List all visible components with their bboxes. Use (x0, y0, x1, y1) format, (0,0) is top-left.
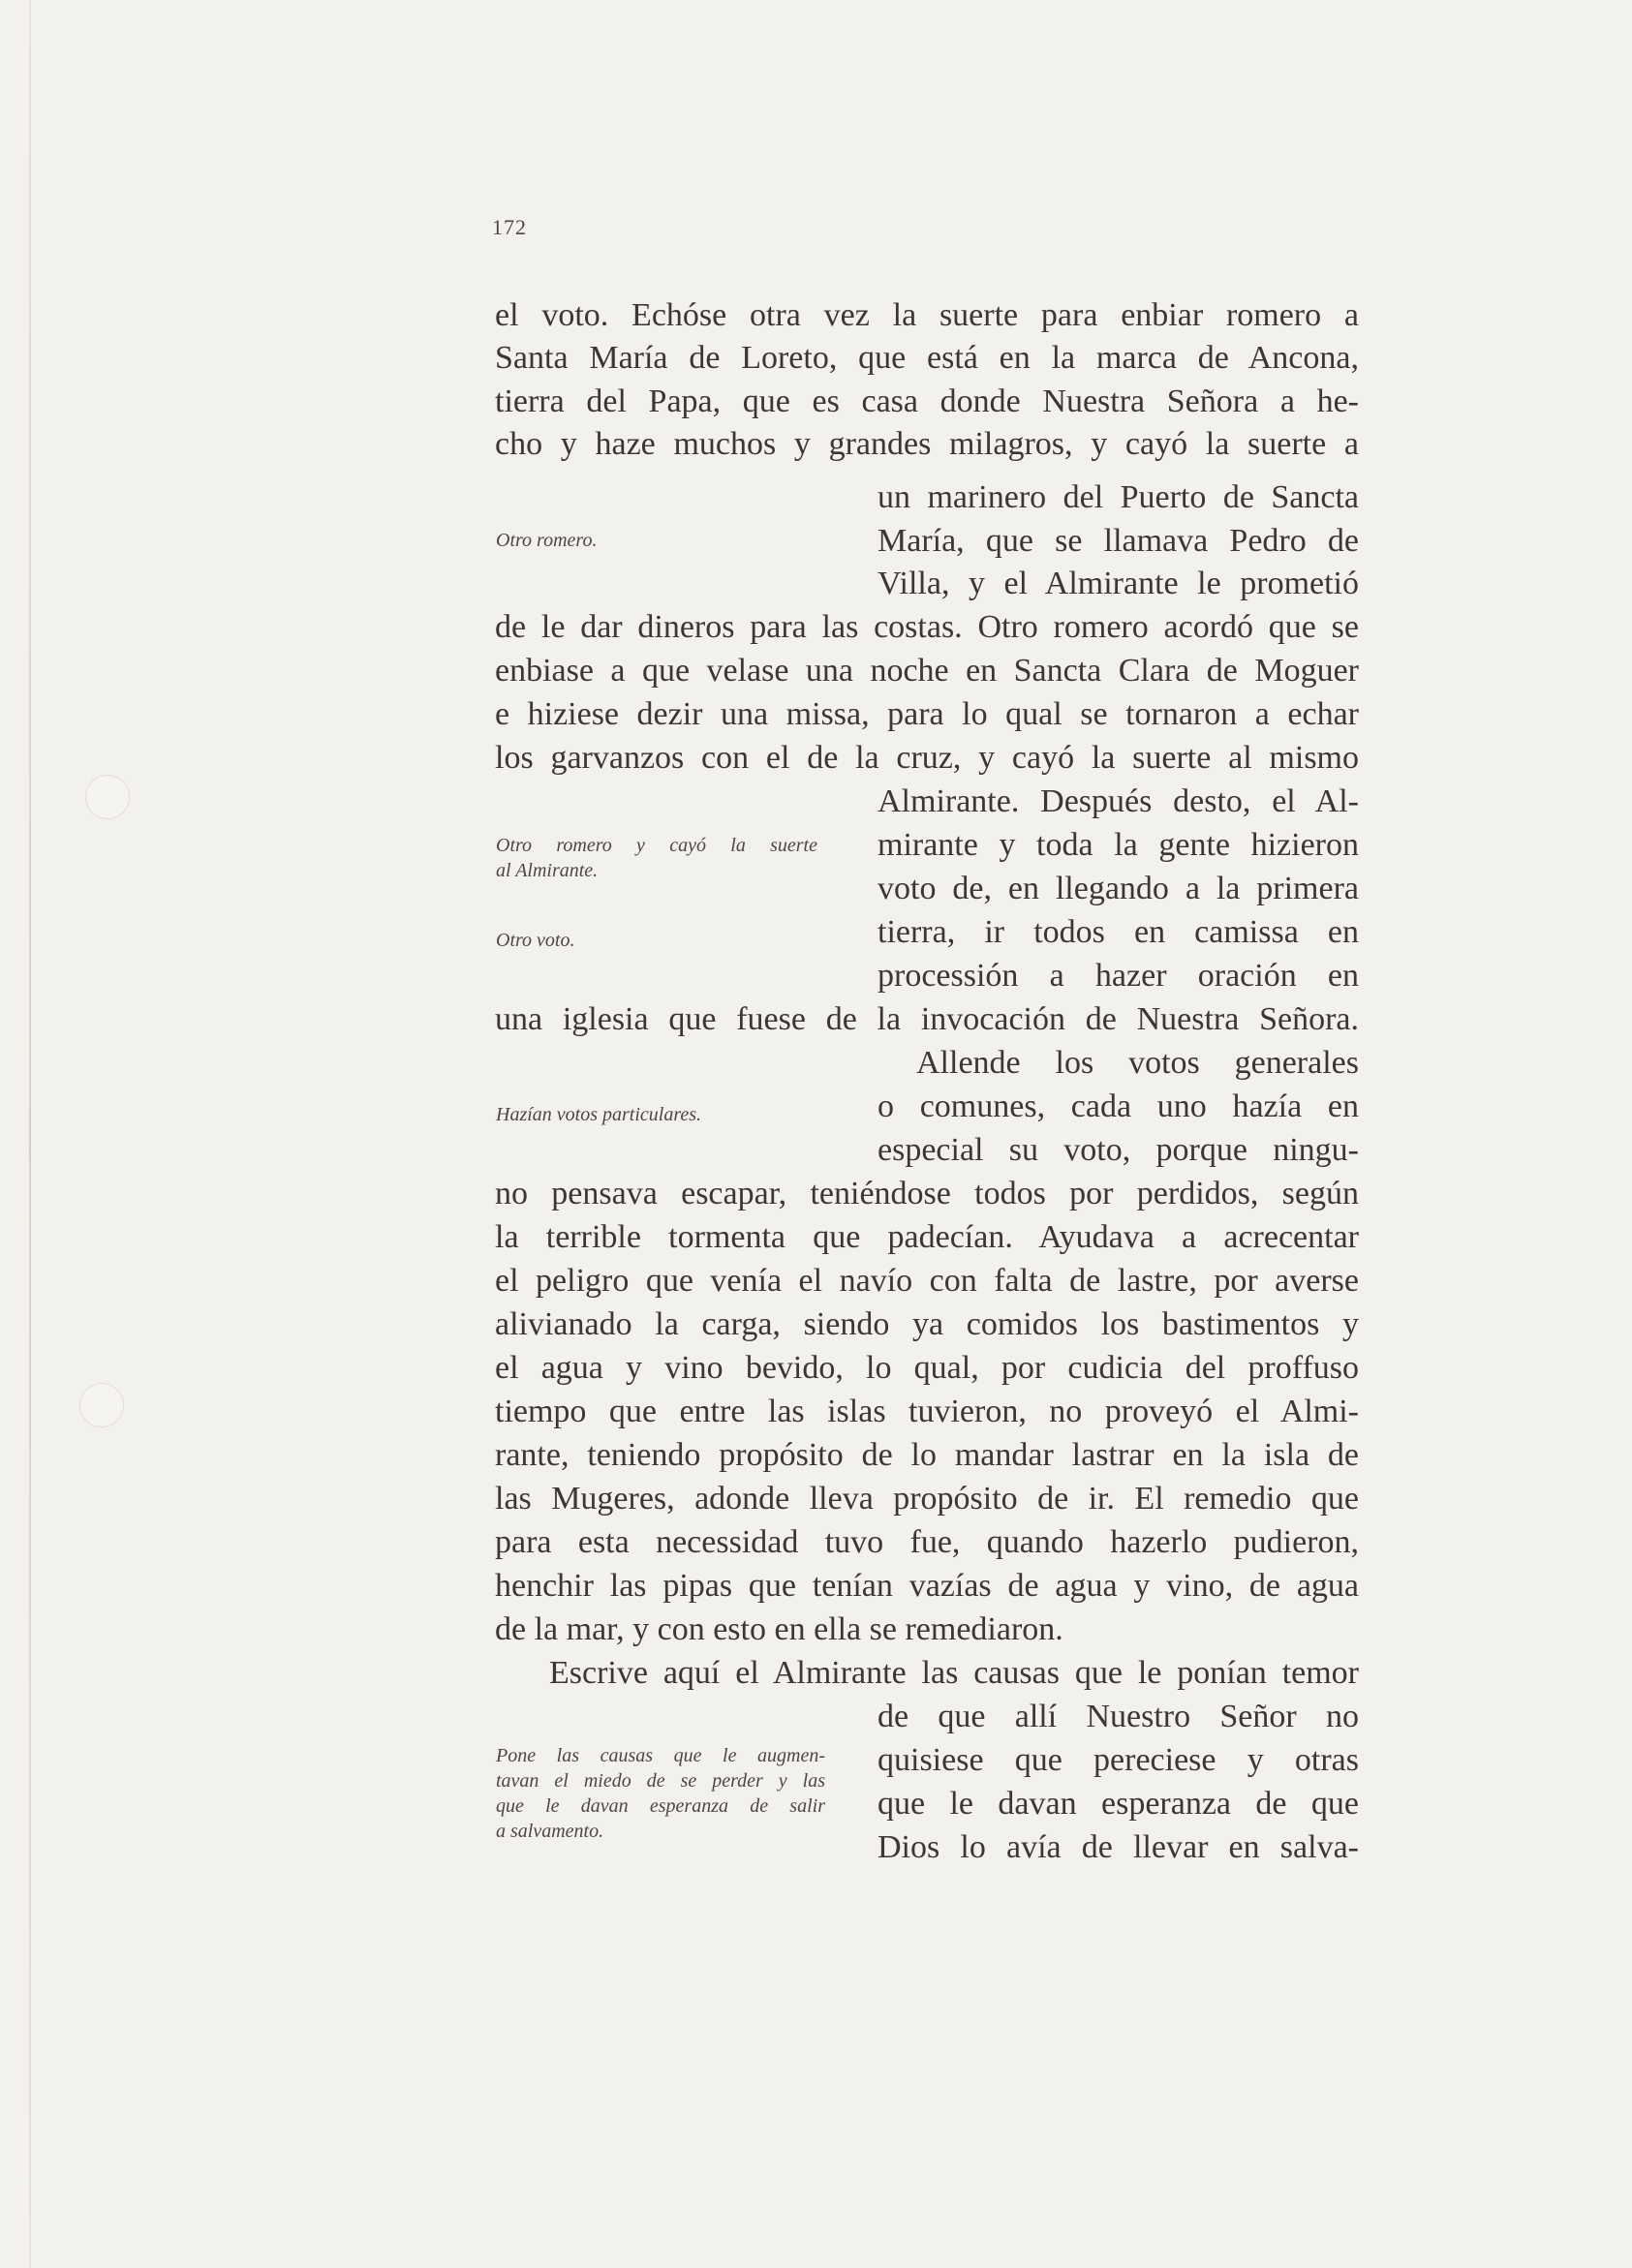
body-line: el peligro que venía el navío con falta de lastre, por averse (495, 1263, 1359, 1299)
page-number: 172 (492, 215, 527, 239)
body-line: alivianado la carga, siendo ya comidos los bastimentos y (495, 1306, 1359, 1342)
marginal-note-line: tavan el miedo de se perder y las (496, 1770, 825, 1792)
marginal-note-line: Hazían votos particulares. (496, 1104, 702, 1125)
body-line: el agua y vino bevido, lo qual, por cudicia del proffuso (495, 1350, 1359, 1386)
body-line: la terrible tormenta que padecían. Ayudava a acrecentar (495, 1219, 1359, 1255)
body-line: una iglesia que fuese de la invocación de Nuestra Señora. (495, 1001, 1359, 1037)
body-line: cho y haze muchos y grandes milagros, y cayó la suerte a (495, 426, 1359, 462)
punch-hole-upper (85, 775, 130, 819)
marginal-note-line: Pone las causas que le augmen- (496, 1745, 825, 1766)
body-line: no pensava escapar, teniéndose todos por perdidos, según (495, 1176, 1359, 1211)
body-line: voto de, en llegando a la primera (878, 871, 1359, 906)
marginal-note (496, 1102, 701, 1127)
body-line: mirante y toda la gente hizieron (878, 827, 1359, 863)
body-line: de que allí Nuestro Señor no (878, 1699, 1359, 1734)
body-line: un marinero del Puerto de Sancta (878, 479, 1359, 515)
body-line: e hiziese dezir una missa, para lo qual se tornaron a echar (495, 696, 1359, 732)
body-line: Dios lo avía de llevar en salva- (878, 1829, 1359, 1865)
marginal-note-line: que le davan esperanza de salir (496, 1795, 825, 1817)
body-line: o comunes, cada uno hazía en (878, 1088, 1359, 1124)
marginal-note (496, 1743, 825, 1844)
body-line: que le davan esperanza de que (878, 1786, 1359, 1822)
marginal-note-line: Otro romero y cayó la suerte (496, 835, 817, 856)
body-line: Almirante. Después desto, el Al- (878, 783, 1359, 819)
marginal-note-line: Otro voto. (496, 930, 575, 951)
body-line: Santa María de Loreto, que está en la marca de Ancona, (495, 340, 1359, 376)
body-line: especial su voto, porque ningu- (878, 1132, 1359, 1168)
marginal-note-line: a salvamento. (496, 1821, 604, 1842)
body-line: Escrive aquí el Almirante las causas que le ponían temor (549, 1655, 1359, 1691)
body-line: rante, teniendo propósito de lo mandar lastrar en la isla de (495, 1437, 1359, 1473)
body-line: el voto. Echóse otra vez la suerte para enbiar romero a (495, 297, 1359, 333)
body-line: processión a hazer oración en (878, 958, 1359, 994)
body-line: para esta necessidad tuvo fue, quando hazerlo pudieron, (495, 1524, 1359, 1560)
body-line: Villa, y el Almirante le prometió (878, 566, 1359, 601)
marginal-note (496, 833, 817, 883)
body-line: quisiese que pereciese y otras (878, 1742, 1359, 1778)
body-line: enbiase a que velase una noche en Sancta Clara de Moguer (495, 653, 1359, 689)
body-line: María, que se llamava Pedro de (878, 523, 1359, 559)
marginal-note (496, 928, 574, 953)
body-line: henchir las pipas que tenían vazías de agua y vino, de agua (495, 1568, 1359, 1604)
body-line: Allende los votos generales (916, 1045, 1359, 1081)
marginal-note-line: Otro romero. (496, 530, 598, 551)
body-line: tierra del Papa, que es casa donde Nuestra Señora a he- (495, 383, 1359, 419)
punch-hole-lower (79, 1383, 124, 1427)
body-line: de la mar, y con esto en ella se remediaron. (495, 1611, 1063, 1647)
body-line: de le dar dineros para las costas. Otro romero acordó que se (495, 609, 1359, 645)
marginal-note-line: al Almirante. (496, 860, 599, 881)
page-gutter-shadow (29, 0, 31, 2268)
body-line: las Mugeres, adonde lleva propósito de ir. El remedio que (495, 1481, 1359, 1517)
marginal-note (496, 528, 597, 553)
body-line: tierra, ir todos en camissa en (878, 914, 1359, 950)
body-line: tiempo que entre las islas tuvieron, no proveyó el Almi- (495, 1394, 1359, 1429)
body-line: los garvanzos con el de la cruz, y cayó la suerte al mismo (495, 740, 1359, 776)
